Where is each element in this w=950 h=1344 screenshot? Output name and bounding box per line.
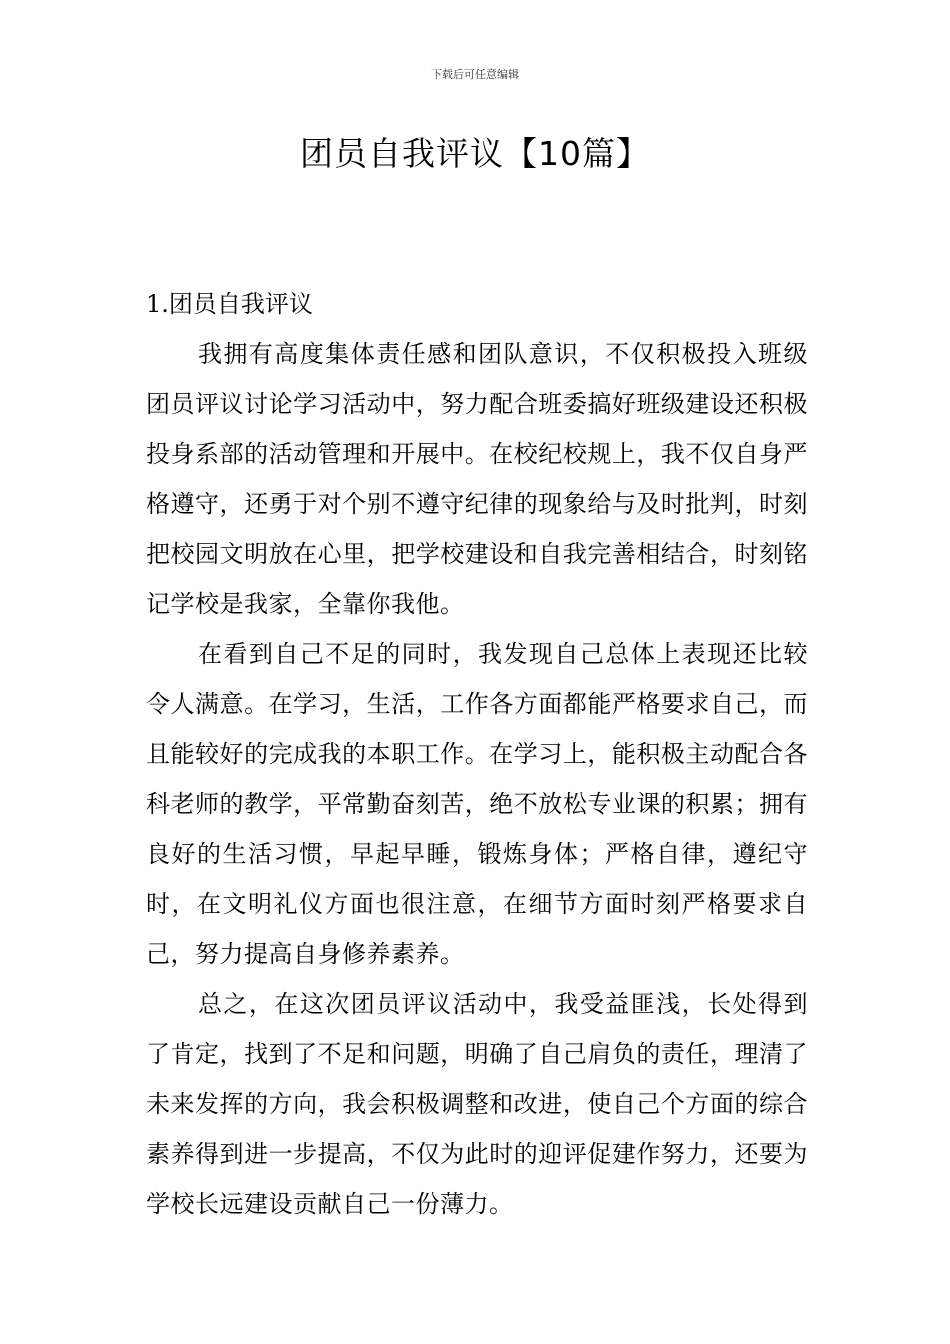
paragraph-2: 在看到自己不足的同时，我发现自己总体上表现还比较令人满意。在学习，生活，工作各方面都能严格要求自己，而且能较好的完成我的本职工作。在学习上，能积极主动配合各科老师的教学，平常勤奋刻苦，绝不放松专业课的积累；拥有良好的生活习惯，早起早睡，锻炼身体；严格自律，遵纪守时，在文明礼仪方面也很注意，在细节方面时刻严格要求自己，努力提高自身修养素养。 <box>146 640 808 968</box>
section-heading: 1.团员自我评议 <box>146 290 313 318</box>
header-note: 下载后可任意编辑 <box>431 68 519 81</box>
paragraph-3: 总之，在这次团员评议活动中，我受益匪浅，长处得到了肯定，找到了不足和问题，明确了自己肩负的责任，理清了未来发挥的方向，我会积极调整和改进，使自己个方面的综合素养得到进一步提高，不仅为此时的迎评促建作努力，还要为学校长远建设贡献自己一份薄力。 <box>146 990 808 1218</box>
paragraph-1: 我拥有高度集体责任感和团队意识，不仅积极投入班级团员评议讨论学习活动中，努力配合班委搞好班级建设还积极投身系部的活动管理和开展中。在校纪校规上，我不仅自身严格遵守，还勇于对个别不遵守纪律的现象给与及时批判，时刻把校园文明放在心里，把学校建设和自我完善相结合，时刻铭记学校是我家，全靠你我他。 <box>146 340 808 618</box>
document-title: 团员自我评议【10篇】 <box>300 134 650 173</box>
document-body <box>146 279 808 1229</box>
